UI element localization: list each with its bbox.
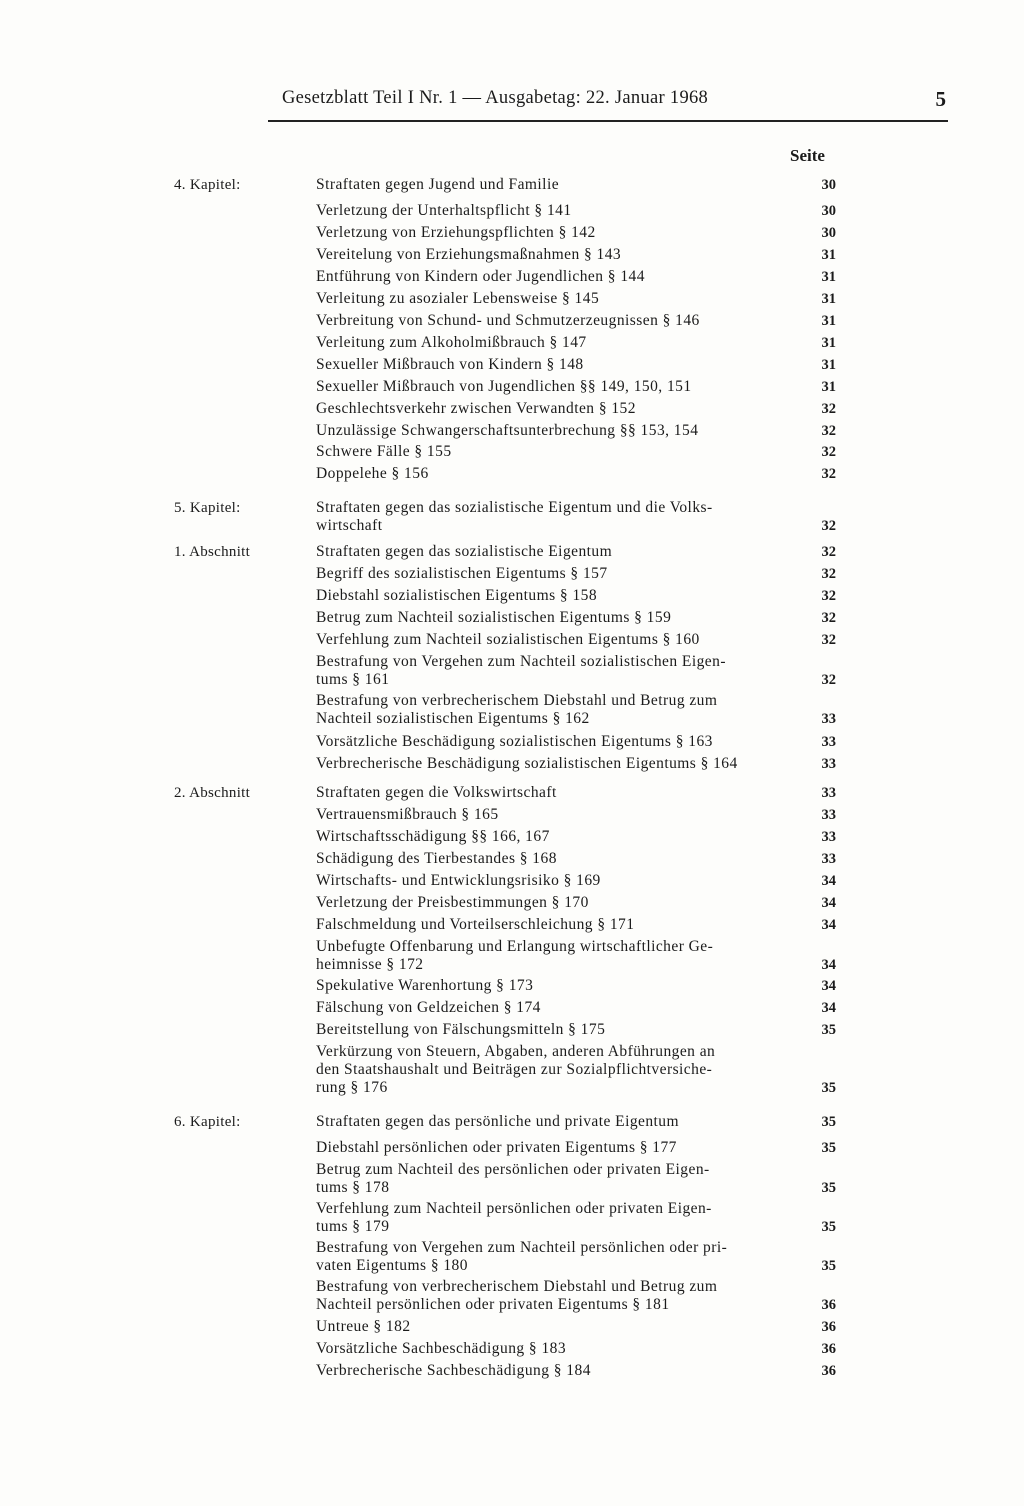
toc-entry-text: Untreue § 182 [316, 1318, 411, 1335]
toc-entry-line [0, 631, 1024, 651]
toc-page-number: 35 [821, 1114, 836, 1130]
toc-entry-text: Entführung von Kindern oder Jugendlichen § 144 [316, 268, 645, 285]
section-label: 5. Kapitel: [174, 500, 241, 516]
toc-entry-text: den Staatshaushalt und Beiträgen zur Sozialpflichtversiche- [316, 1061, 713, 1078]
toc-entry-text: Diebstahl persönlichen oder privaten Eigentums § 177 [316, 1139, 677, 1156]
toc-entry-line [0, 1021, 1024, 1041]
toc-entry-line [0, 916, 1024, 936]
toc-entry-line [0, 1179, 1024, 1199]
toc-entry-text: Unzulässige Schwangerschaftsunterbrechung §§ 153, 154 [316, 422, 699, 439]
page-number: 5 [935, 87, 946, 111]
toc-entry-text: Nachteil sozialistischen Eigentums § 162 [316, 710, 590, 727]
toc-entry-text: Vereitelung von Erziehungsmaßnahmen § 143 [316, 246, 622, 263]
toc-entry-text: Verleitung zu asozialer Lebensweise § 145 [316, 290, 600, 307]
toc-page-number: 35 [821, 1180, 836, 1196]
toc-entry-line [0, 176, 1024, 196]
toc-entry-line [0, 784, 1024, 804]
toc-entry-text: Bestrafung von Vergehen zum Nachteil sozialistischen Eigen- [316, 653, 726, 670]
toc-page-number: 30 [821, 203, 836, 219]
toc-entry-line [0, 1278, 1024, 1298]
toc-page-number: 33 [821, 711, 836, 727]
toc-entry-line [0, 1362, 1024, 1382]
header-title: Gesetzblatt Teil I Nr. 1 — Ausgabetag: 22. Januar 1968 [282, 88, 709, 108]
toc-entry-text: Straftaten gegen das persönliche und private Eigentum [316, 1113, 680, 1130]
toc-entry-line [0, 1139, 1024, 1159]
toc-entry-text: Verfehlung zum Nachteil sozialistischen Eigentums § 160 [316, 631, 700, 648]
toc-page-number: 32 [821, 566, 836, 582]
toc-page-number: 32 [821, 610, 836, 626]
section-label: 1. Abschnitt [174, 544, 251, 560]
toc-entry-line [0, 609, 1024, 629]
toc-entry-text: Vertrauensmißbrauch § 165 [316, 806, 499, 823]
toc-page-number: 32 [821, 423, 836, 439]
toc-page-number: 32 [821, 444, 836, 460]
toc-entry-line [0, 956, 1024, 976]
toc-entry-line [0, 312, 1024, 332]
toc-page-number: 31 [821, 379, 836, 395]
toc-entry-line [0, 587, 1024, 607]
toc-entry-line [0, 517, 1024, 537]
toc-page-number: 33 [821, 734, 836, 750]
toc-entry-line [0, 977, 1024, 997]
toc-entry-line [0, 422, 1024, 442]
toc-entry-text: Spekulative Warenhortung § 173 [316, 977, 534, 994]
page-column-header: Seite [790, 146, 825, 165]
toc-page-number: 36 [821, 1297, 836, 1313]
toc-entry-text: Geschlechtsverkehr zwischen Verwandten § 152 [316, 400, 636, 417]
toc-entry-line [0, 671, 1024, 691]
toc-entry-line [0, 1257, 1024, 1277]
toc-entry-line [0, 443, 1024, 463]
toc-entry-text: Doppelehe § 156 [316, 465, 429, 482]
toc-page-number: 32 [821, 632, 836, 648]
toc-page-number: 34 [821, 917, 836, 933]
toc-entry-line [0, 499, 1024, 519]
toc-page-number: 34 [821, 895, 836, 911]
toc-entry-text: Bestrafung von verbrecherischem Diebstahl und Betrug zum [316, 1278, 718, 1295]
toc-page-number: 36 [821, 1319, 836, 1335]
toc-page-number: 30 [821, 225, 836, 241]
toc-entry-line [0, 692, 1024, 712]
toc-page-number: 35 [821, 1219, 836, 1235]
toc-entry-line [0, 543, 1024, 563]
toc-entry-text: Bestrafung von verbrecherischem Diebstahl und Betrug zum [316, 692, 718, 709]
toc-entry-line [0, 1218, 1024, 1238]
toc-page-number: 31 [821, 335, 836, 351]
toc-entry-line [0, 465, 1024, 485]
toc-entry-line [0, 1318, 1024, 1338]
toc-entry-line [0, 828, 1024, 848]
toc-page-number: 32 [821, 672, 836, 688]
toc-entry-line [0, 246, 1024, 266]
toc-entry-line [0, 999, 1024, 1019]
toc-page-number: 34 [821, 978, 836, 994]
toc-entry-text: Verkürzung von Steuern, Abgaben, anderen Abführungen an [316, 1043, 716, 1060]
toc-entry-line [0, 1079, 1024, 1099]
toc-page-number: 34 [821, 873, 836, 889]
toc-entry-text: Diebstahl sozialistischen Eigentums § 158 [316, 587, 598, 604]
toc-entry-text: Straftaten gegen Jugend und Familie [316, 176, 560, 193]
toc-page-number: 32 [821, 466, 836, 482]
toc-entry-text: Betrug zum Nachteil des persönlichen oder privaten Eigen- [316, 1161, 710, 1178]
toc-entry-text: Verfehlung zum Nachteil persönlichen oder privaten Eigen- [316, 1200, 712, 1217]
toc-page-number: 36 [821, 1363, 836, 1379]
toc-page-number: 33 [821, 785, 836, 801]
toc-page-number: 33 [821, 829, 836, 845]
toc-entry-text: Wirtschafts- und Entwicklungsrisiko § 169 [316, 872, 601, 889]
section-label: 2. Abschnitt [174, 785, 251, 801]
toc-entry-line [0, 356, 1024, 376]
toc-entry-line [0, 1043, 1024, 1063]
toc-entry-text: Straftaten gegen das sozialistische Eigentum [316, 543, 613, 560]
toc-entry-line [0, 1340, 1024, 1360]
toc-entry-line [0, 268, 1024, 288]
toc-page-number: 35 [821, 1080, 836, 1096]
toc-entry-text: Vorsätzliche Sachbeschädigung § 183 [316, 1340, 567, 1357]
toc-entry-text: tums § 179 [316, 1218, 390, 1235]
toc-page-number: 33 [821, 851, 836, 867]
toc-entry-line [0, 710, 1024, 730]
toc-entry-text: Verletzung der Preisbestimmungen § 170 [316, 894, 589, 911]
toc-entry-line [0, 1296, 1024, 1316]
toc-page-number: 31 [821, 313, 836, 329]
toc-entry-line [0, 755, 1024, 775]
toc-entry-line [0, 938, 1024, 958]
toc-entry-text: Fälschung von Geldzeichen § 174 [316, 999, 541, 1016]
toc-entry-line [0, 733, 1024, 753]
toc-entry-line [0, 653, 1024, 673]
toc-entry-line [0, 1239, 1024, 1259]
toc-entry-line [0, 202, 1024, 222]
toc-entry-line [0, 1061, 1024, 1081]
toc-entry-text: Schädigung des Tierbestandes § 168 [316, 850, 557, 867]
toc-entry-text: heimnisse § 172 [316, 956, 424, 973]
page-header [268, 86, 948, 122]
toc-entry-line [0, 894, 1024, 914]
toc-page-number: 35 [821, 1140, 836, 1156]
toc-page-number: 32 [821, 544, 836, 560]
toc-entry-text: Verletzung von Erziehungspflichten § 142 [316, 224, 596, 241]
toc-entry-text: Verletzung der Unterhaltspflicht § 141 [316, 202, 572, 219]
toc-entry-text: Falschmeldung und Vorteilserschleichung § 171 [316, 916, 635, 933]
toc-entry-text: rung § 176 [316, 1079, 388, 1096]
toc-page-number: 36 [821, 1341, 836, 1357]
toc-entry-text: Vorsätzliche Beschädigung sozialistischen Eigentums § 163 [316, 733, 713, 750]
toc-entry-line [0, 224, 1024, 244]
toc-page-number: 34 [821, 957, 836, 973]
toc-entry-line [0, 850, 1024, 870]
toc-entry-text: tums § 178 [316, 1179, 390, 1196]
toc-entry-text: Bereitstellung von Fälschungsmitteln § 175 [316, 1021, 606, 1038]
toc-entry-line [0, 1161, 1024, 1181]
toc-entry-text: Verleitung zum Alkoholmißbrauch § 147 [316, 334, 587, 351]
toc-page-number: 31 [821, 357, 836, 373]
toc-page-number: 32 [821, 401, 836, 417]
toc-page-number: 35 [821, 1022, 836, 1038]
toc-entry-text: Verbrecherische Beschädigung sozialistischen Eigentums § 164 [316, 755, 738, 772]
toc-page-number: 31 [821, 269, 836, 285]
toc-entry-text: Sexueller Mißbrauch von Jugendlichen §§ 149, 150, 151 [316, 378, 692, 395]
toc-entry-text: Verbreitung von Schund- und Schmutzerzeugnissen § 146 [316, 312, 700, 329]
toc-entry-text: vaten Eigentums § 180 [316, 1257, 468, 1274]
toc-entry-text: Straftaten gegen das sozialistische Eigentum und die Volks- [316, 499, 713, 516]
toc-entry-text: wirtschaft [316, 517, 383, 534]
toc-page-number: 31 [821, 247, 836, 263]
toc-entry-line [0, 565, 1024, 585]
toc-entry-text: Unbefugte Offenbarung und Erlangung wirtschaftlicher Ge- [316, 938, 714, 955]
toc-entry-line [0, 1200, 1024, 1220]
toc-entry-line [0, 290, 1024, 310]
toc-entry-text: Wirtschaftsschädigung §§ 166, 167 [316, 828, 550, 845]
toc-entry-text: Betrug zum Nachteil sozialistischen Eigentums § 159 [316, 609, 672, 626]
section-label: 6. Kapitel: [174, 1114, 241, 1130]
toc-page-number: 35 [821, 1258, 836, 1274]
toc-entry-line [0, 872, 1024, 892]
toc-entry-text: Schwere Fälle § 155 [316, 443, 452, 460]
toc-entry-text: tums § 161 [316, 671, 390, 688]
toc-entry-text: Nachteil persönlichen oder privaten Eigentums § 181 [316, 1296, 670, 1313]
toc-page-number: 32 [821, 588, 836, 604]
toc-entry-line [0, 806, 1024, 826]
toc-page-number: 34 [821, 1000, 836, 1016]
toc-page-number: 33 [821, 756, 836, 772]
toc-entry-line [0, 1113, 1024, 1133]
toc-page-number: 31 [821, 291, 836, 307]
toc-entry-text: Straftaten gegen die Volkswirtschaft [316, 784, 557, 801]
toc-entry-text: Sexueller Mißbrauch von Kindern § 148 [316, 356, 584, 373]
toc-entry-line [0, 400, 1024, 420]
toc-entry-text: Verbrecherische Sachbeschädigung § 184 [316, 1362, 591, 1379]
toc-page-number: 32 [821, 518, 836, 534]
toc-entry-text: Bestrafung von Vergehen zum Nachteil persönlichen oder pri- [316, 1239, 728, 1256]
toc-page-number: 30 [821, 177, 836, 193]
toc-entry-line [0, 334, 1024, 354]
toc-page-number: 33 [821, 807, 836, 823]
section-label: 4. Kapitel: [174, 177, 241, 193]
toc-entry-line [0, 378, 1024, 398]
toc-entry-text: Begriff des sozialistischen Eigentums § 157 [316, 565, 608, 582]
